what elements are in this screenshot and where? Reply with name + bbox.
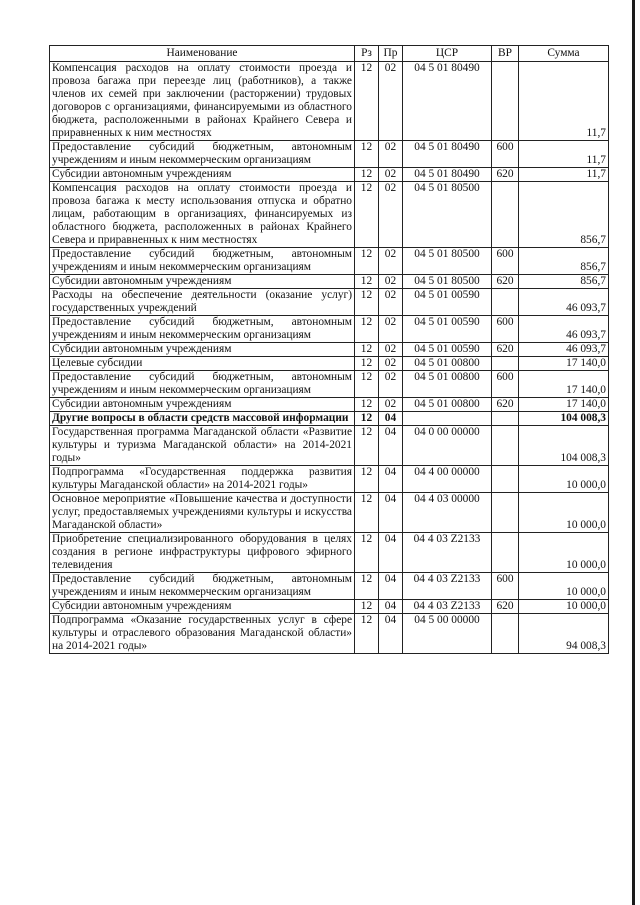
cell-csr: 04 5 01 80500 [403,275,492,289]
cell-vr [492,466,519,493]
cell-name: Субсидии автономным учреждениям [50,398,355,412]
cell-name: Предоставление субсидий бюджетным, автономным учреждениям и иным некоммерческим организациям [50,371,355,398]
cell-pr: 02 [379,343,403,357]
cell-sum: 10 000,0 [519,573,609,600]
cell-name: Подпрограмма «Государственная поддержка развития культуры Магаданской области» на 2014-2021 годы» [50,466,355,493]
table-row [50,141,609,168]
cell-name: Другие вопросы в области средств массовой информации [50,412,355,426]
cell-vr [492,62,519,141]
cell-sum: 104 008,3 [519,412,609,426]
cell-pr: 04 [379,614,403,654]
cell-vr: 600 [492,371,519,398]
cell-csr: 04 5 01 80490 [403,168,492,182]
cell-vr: 600 [492,141,519,168]
cell-vr [492,182,519,248]
cell-sum: 46 093,7 [519,343,609,357]
cell-name: Расходы на обеспечение деятельности (оказание услуг) государственных учреждений [50,289,355,316]
cell-name: Субсидии автономным учреждениям [50,343,355,357]
cell-name: Государственная программа Магаданской области «Развитие культуры и туризма Магаданской области» на 2014-2021 годы» [50,426,355,466]
table-row [50,168,609,182]
cell-sum: 94 008,3 [519,614,609,654]
cell-sum: 17 140,0 [519,371,609,398]
cell-vr: 600 [492,316,519,343]
cell-csr: 04 0 00 00000 [403,426,492,466]
cell-pr: 02 [379,248,403,275]
table-row [50,182,609,248]
cell-csr: 04 5 01 80500 [403,248,492,275]
cell-pr: 02 [379,168,403,182]
cell-sum: 10 000,0 [519,533,609,573]
table-row [50,398,609,412]
cell-vr: 620 [492,343,519,357]
cell-rz: 12 [355,600,379,614]
cell-rz: 12 [355,493,379,533]
table-row [50,426,609,466]
cell-csr: 04 5 01 00800 [403,371,492,398]
cell-rz: 12 [355,573,379,600]
cell-sum: 11,7 [519,62,609,141]
header-sum: Сумма [519,46,609,62]
cell-rz: 12 [355,275,379,289]
cell-pr: 02 [379,275,403,289]
cell-pr: 02 [379,62,403,141]
cell-pr: 04 [379,466,403,493]
cell-name: Подпрограмма «Оказание государственных услуг в сфере культуры и отраслевого образования Магаданской области» на 2014-2021 годы» [50,614,355,654]
cell-vr: 620 [492,398,519,412]
cell-rz: 12 [355,398,379,412]
cell-pr: 02 [379,141,403,168]
cell-csr: 04 4 03 Z2133 [403,600,492,614]
cell-rz: 12 [355,62,379,141]
header-vr: ВР [492,46,519,62]
cell-rz: 12 [355,533,379,573]
cell-csr: 04 5 01 00800 [403,357,492,371]
cell-sum: 856,7 [519,182,609,248]
cell-pr: 02 [379,398,403,412]
cell-sum: 46 093,7 [519,316,609,343]
cell-sum: 46 093,7 [519,289,609,316]
cell-csr: 04 4 03 Z2133 [403,533,492,573]
cell-name: Субсидии автономным учреждениям [50,168,355,182]
cell-name: Предоставление субсидий бюджетным, автономным учреждениям и иным некоммерческим организациям [50,141,355,168]
cell-csr: 04 5 01 00590 [403,316,492,343]
cell-sum: 17 140,0 [519,357,609,371]
cell-csr: 04 5 01 80490 [403,62,492,141]
cell-name: Субсидии автономным учреждениям [50,275,355,289]
cell-rz: 12 [355,614,379,654]
page-edge-shadow [632,0,635,905]
header-name: Наименование [50,46,355,62]
cell-rz: 12 [355,412,379,426]
cell-pr: 04 [379,412,403,426]
cell-name: Предоставление субсидий бюджетным, автономным учреждениям и иным некоммерческим организациям [50,573,355,600]
cell-rz: 12 [355,168,379,182]
cell-rz: 12 [355,248,379,275]
cell-name: Основное мероприятие «Повышение качества и доступности услуг, предоставляемых учреждениями культуры и искусства Магаданской области» [50,493,355,533]
header-rz: Рз [355,46,379,62]
cell-csr: 04 4 03 Z2133 [403,573,492,600]
cell-name: Компенсация расходов на оплату стоимости проезда и провоза багажа при переезде лиц (работников), а также членов их семей при заключении (расторжении) трудовых договоров с организациями, финансируемыми из областного бюджета, расположенными в районах Крайнего Севера и приравненных к ним местностях [50,62,355,141]
cell-sum: 11,7 [519,168,609,182]
cell-vr [492,289,519,316]
cell-vr [492,614,519,654]
table-header-row [50,46,609,62]
table-row [50,275,609,289]
cell-rz: 12 [355,466,379,493]
cell-sum: 11,7 [519,141,609,168]
cell-name: Компенсация расходов на оплату стоимости проезда и провоза багажа к месту использования отпуска и обратно лицам, работающим в организациях, финансируемых из областного бюджета, расположенных в районах Крайнего Севера и приравненных к ним местностях [50,182,355,248]
cell-csr [403,412,492,426]
cell-rz: 12 [355,343,379,357]
table-row [50,343,609,357]
cell-sum: 10 000,0 [519,493,609,533]
cell-name: Приобретение специализированного оборудования в целях создания в регионе инфраструктуры цифрового эфирного телевидения [50,533,355,573]
table-row [50,316,609,343]
cell-vr: 620 [492,168,519,182]
cell-csr: 04 4 00 00000 [403,466,492,493]
cell-rz: 12 [355,316,379,343]
cell-pr: 04 [379,426,403,466]
cell-csr: 04 5 01 80490 [403,141,492,168]
cell-csr: 04 5 00 00000 [403,614,492,654]
table-row [50,493,609,533]
cell-rz: 12 [355,141,379,168]
cell-rz: 12 [355,371,379,398]
table-row [50,573,609,600]
cell-sum: 856,7 [519,275,609,289]
table-row [50,289,609,316]
cell-pr: 04 [379,573,403,600]
cell-rz: 12 [355,289,379,316]
cell-csr: 04 5 01 00590 [403,343,492,357]
table-row [50,371,609,398]
cell-pr: 02 [379,357,403,371]
table-row [50,412,609,426]
table-row [50,62,609,141]
cell-rz: 12 [355,426,379,466]
cell-vr: 620 [492,600,519,614]
header-csr: ЦСР [403,46,492,62]
cell-vr [492,357,519,371]
cell-csr: 04 4 03 00000 [403,493,492,533]
header-pr: Пр [379,46,403,62]
cell-sum: 17 140,0 [519,398,609,412]
table-row [50,614,609,654]
cell-csr: 04 5 01 00590 [403,289,492,316]
cell-name: Предоставление субсидий бюджетным, автономным учреждениям и иным некоммерческим организациям [50,316,355,343]
cell-sum: 856,7 [519,248,609,275]
cell-sum: 10 000,0 [519,466,609,493]
cell-pr: 04 [379,493,403,533]
cell-rz: 12 [355,182,379,248]
budget-table [49,45,609,654]
table-row [50,357,609,371]
table-row [50,466,609,493]
table-row [50,600,609,614]
cell-sum: 104 008,3 [519,426,609,466]
table-body [50,62,609,654]
cell-vr [492,412,519,426]
table-row [50,248,609,275]
cell-csr: 04 5 01 80500 [403,182,492,248]
cell-csr: 04 5 01 00800 [403,398,492,412]
cell-pr: 04 [379,600,403,614]
cell-rz: 12 [355,357,379,371]
cell-name: Целевые субсидии [50,357,355,371]
cell-vr: 600 [492,248,519,275]
cell-name: Предоставление субсидий бюджетным, автономным учреждениям и иным некоммерческим организациям [50,248,355,275]
cell-vr [492,426,519,466]
cell-sum: 10 000,0 [519,600,609,614]
cell-vr: 620 [492,275,519,289]
cell-pr: 02 [379,289,403,316]
cell-pr: 02 [379,371,403,398]
cell-vr [492,493,519,533]
cell-vr [492,533,519,573]
cell-name: Субсидии автономным учреждениям [50,600,355,614]
cell-pr: 02 [379,182,403,248]
cell-pr: 04 [379,533,403,573]
cell-pr: 02 [379,316,403,343]
table-row [50,533,609,573]
cell-vr: 600 [492,573,519,600]
